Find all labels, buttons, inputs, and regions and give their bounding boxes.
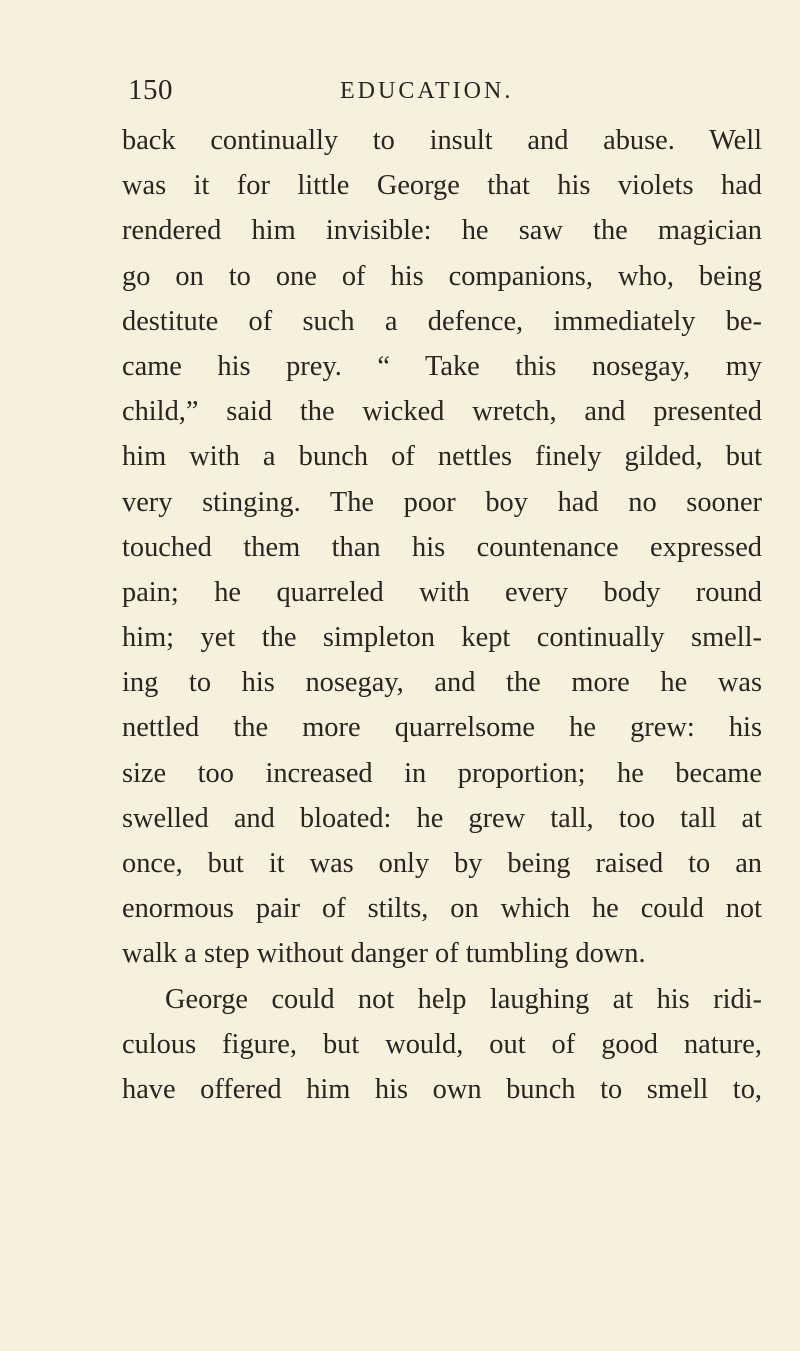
text-line: once, but it was only by being raised to an: [122, 848, 762, 879]
text-line: ing to his nosegay, and the more he was: [122, 667, 762, 699]
text-line: George could not help laughing at his ridi-: [165, 983, 762, 1015]
text-line: destitute of such a defence, immediately be-: [122, 305, 762, 337]
text-line: go on to one of his companions, who, being: [122, 260, 762, 292]
text-line: culous figure, but would, out of good nature,: [122, 1028, 762, 1060]
text-line: him; yet the simpleton kept continually smell-: [122, 622, 762, 654]
text-line: nettled the more quarrelsome he grew: his: [122, 712, 762, 744]
text-line: enormous pair of stilts, on which he could not: [122, 893, 762, 925]
text-line: rendered him invisible: he saw the magician: [122, 215, 762, 247]
body-text: [122, 118, 762, 1112]
text-line: pain; he quarreled with every body round: [122, 576, 762, 608]
page-number: 150: [128, 74, 173, 106]
text-line: child,” said the wicked wretch, and presented: [122, 396, 762, 428]
text-line: him with a bunch of nettles finely gilded, but: [122, 441, 762, 473]
text-line: very stinging. The poor boy had no sooner: [122, 486, 762, 518]
text-line: touched them than his countenance expressed: [122, 531, 762, 563]
text-line: was it for little George that his violets had: [122, 170, 762, 202]
text-line: have offered him his own bunch to smell to,: [122, 1073, 762, 1105]
chapter-title: EDUCATION.: [340, 78, 514, 104]
text-line: came his prey. “ Take this nosegay, my: [122, 350, 762, 382]
running-head: [128, 74, 688, 114]
text-line: walk a step without danger of tumbling down.: [122, 938, 646, 970]
text-line: swelled and bloated: he grew tall, too tall at: [122, 802, 762, 834]
text-line: back continually to insult and abuse. Well: [122, 125, 762, 156]
text-line: size too increased in proportion; he became: [122, 757, 762, 789]
